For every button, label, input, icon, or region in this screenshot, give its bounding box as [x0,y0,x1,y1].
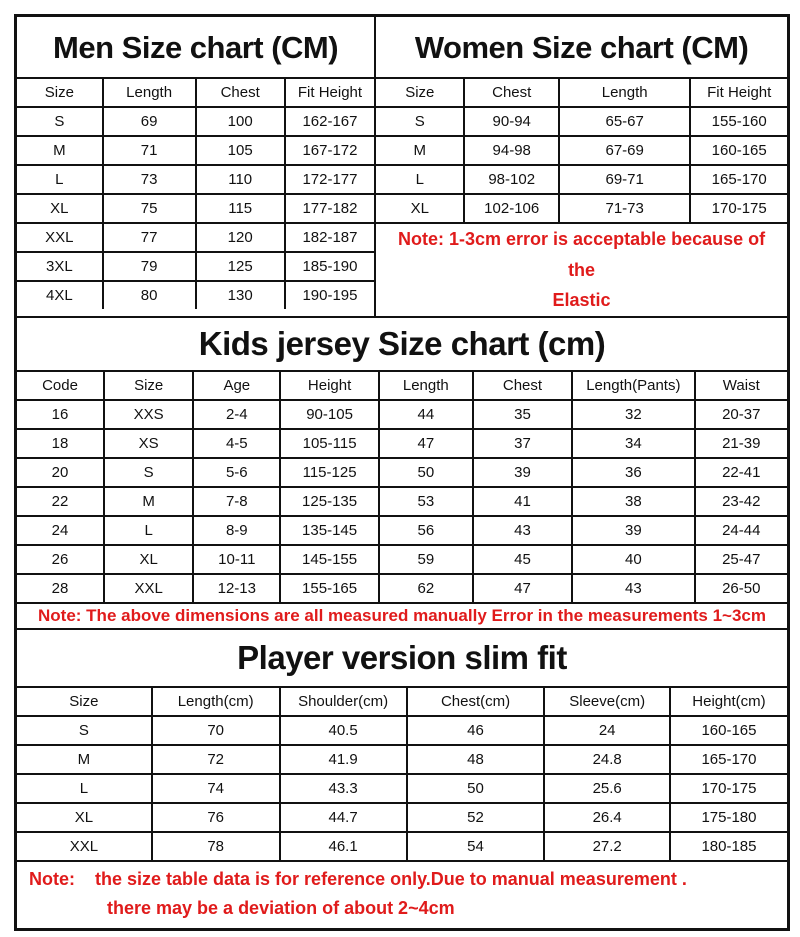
column-header: Code [17,372,104,400]
column-header: Waist [695,372,787,400]
column-header: Chest(cm) [407,688,545,716]
table-cell: 125 [196,252,285,281]
table-cell: 22 [17,487,104,516]
table-cell: S [376,107,464,136]
table-cell: 36 [572,458,694,487]
kids-size-table [17,372,787,602]
table-row [376,107,787,136]
column-header: Height [280,372,379,400]
table-cell: 18 [17,429,104,458]
table-cell: 69 [103,107,196,136]
table-cell: 12-13 [193,574,280,602]
table-cell: 24-44 [695,516,787,545]
table-cell: 47 [473,574,572,602]
table-cell: 105-115 [280,429,379,458]
table-cell: 50 [379,458,473,487]
table-cell: 25-47 [695,545,787,574]
table-cell: 177-182 [285,194,374,223]
table-cell: 39 [473,458,572,487]
table-cell: 135-145 [280,516,379,545]
table-cell: 24.8 [544,745,670,774]
table-cell: 120 [196,223,285,252]
table-cell: 155-160 [690,107,787,136]
table-cell: M [376,136,464,165]
women-chart-title: Women Size chart (CM) [376,17,787,79]
table-cell: M [104,487,193,516]
table-cell: 40.5 [280,716,407,745]
table-cell: 22-41 [695,458,787,487]
table-cell: L [17,774,152,803]
column-header: Chest [473,372,572,400]
player-table-body [17,716,787,860]
table-cell: 155-165 [280,574,379,602]
table-cell: 20-37 [695,400,787,429]
table-cell: 40 [572,545,694,574]
table-cell: XXL [17,223,103,252]
column-header: Size [104,372,193,400]
table-cell: 190-195 [285,281,374,309]
table-cell: 71-73 [559,194,690,222]
table-cell: 43.3 [280,774,407,803]
table-cell: 4-5 [193,429,280,458]
table-cell: 76 [152,803,280,832]
table-cell: 110 [196,165,285,194]
table-cell: 74 [152,774,280,803]
table-cell: S [17,716,152,745]
women-table-body [376,107,787,222]
men-size-table [17,79,374,309]
table-row [17,516,787,545]
table-cell: 38 [572,487,694,516]
table-cell: 5-6 [193,458,280,487]
table-cell: 39 [572,516,694,545]
table-cell: 80 [103,281,196,309]
table-row [17,745,787,774]
table-cell: 2-4 [193,400,280,429]
table-cell: 24 [544,716,670,745]
table-cell: 70 [152,716,280,745]
table-cell: 185-190 [285,252,374,281]
column-header: Height(cm) [670,688,787,716]
table-cell: 21-39 [695,429,787,458]
table-cell: 162-167 [285,107,374,136]
kids-chart-title: Kids jersey Size chart (cm) [17,318,787,372]
table-cell: 125-135 [280,487,379,516]
player-note-line-1: Note: the size table data is for reference only.Due to manual measurement . [29,868,687,889]
player-chart-title: Player version slim fit [17,630,787,688]
table-cell: 43 [572,574,694,602]
table-cell: 26 [17,545,104,574]
column-header: Length [103,79,196,107]
player-chart-note [17,860,787,928]
table-cell: 160-165 [690,136,787,165]
table-cell: 165-170 [690,165,787,194]
table-row [17,165,374,194]
table-cell: 182-187 [285,223,374,252]
table-cell: 7-8 [193,487,280,516]
table-cell: S [104,458,193,487]
column-header: Fit Height [285,79,374,107]
column-header: Length(cm) [152,688,280,716]
table-cell: 69-71 [559,165,690,194]
table-cell: 167-172 [285,136,374,165]
column-header: Size [376,79,464,107]
table-cell: 98-102 [464,165,559,194]
table-row [17,136,374,165]
column-header: Size [17,688,152,716]
column-header: Sleeve(cm) [544,688,670,716]
table-cell: 72 [152,745,280,774]
table-cell: 25.6 [544,774,670,803]
column-header: Shoulder(cm) [280,688,407,716]
table-cell: 175-180 [670,803,787,832]
table-cell: 16 [17,400,104,429]
size-chart-sheet [14,14,790,931]
table-cell: L [376,165,464,194]
men-header-row [17,79,374,107]
table-cell: 46 [407,716,545,745]
table-cell: 4XL [17,281,103,309]
table-cell: XXL [17,832,152,860]
table-cell: 62 [379,574,473,602]
table-row [17,194,374,223]
table-cell: 32 [572,400,694,429]
table-row [17,458,787,487]
table-cell: XS [104,429,193,458]
adult-size-charts-section [17,17,787,318]
table-cell: 105 [196,136,285,165]
table-row [17,832,787,860]
table-row [17,281,374,309]
table-cell: 90-94 [464,107,559,136]
table-cell: XXS [104,400,193,429]
table-cell: 172-177 [285,165,374,194]
table-cell: 102-106 [464,194,559,222]
table-cell: 52 [407,803,545,832]
table-cell: 48 [407,745,545,774]
table-row [17,429,787,458]
table-cell: 45 [473,545,572,574]
table-cell: 100 [196,107,285,136]
men-table-body [17,107,374,309]
column-header: Size [17,79,103,107]
table-cell: 37 [473,429,572,458]
table-cell: 3XL [17,252,103,281]
table-cell: 41 [473,487,572,516]
table-cell: 34 [572,429,694,458]
table-cell: 23-42 [695,487,787,516]
table-row [17,107,374,136]
table-cell: 180-185 [670,832,787,860]
table-cell: XL [376,194,464,222]
table-cell: 27.2 [544,832,670,860]
table-cell: 65-67 [559,107,690,136]
table-cell: 145-155 [280,545,379,574]
table-cell: 170-175 [690,194,787,222]
column-header: Chest [196,79,285,107]
column-header: Chest [464,79,559,107]
table-row [17,803,787,832]
player-size-table [17,688,787,860]
table-cell: 26-50 [695,574,787,602]
table-cell: 78 [152,832,280,860]
table-cell: L [104,516,193,545]
table-cell: 46.1 [280,832,407,860]
table-cell: 90-105 [280,400,379,429]
table-cell: XXL [104,574,193,602]
table-cell: 24 [17,516,104,545]
table-cell: 8-9 [193,516,280,545]
table-cell: 41.9 [280,745,407,774]
table-cell: 75 [103,194,196,223]
table-cell: 94-98 [464,136,559,165]
table-row [17,545,787,574]
table-cell: S [17,107,103,136]
table-cell: M [17,136,103,165]
table-row [376,136,787,165]
kids-chart-note: Note: The above dimensions are all measured manually Error in the measurements 1~3cm [17,602,787,630]
men-size-chart [17,17,376,316]
women-note-line-1: Note: 1-3cm error is acceptable because of the [397,229,766,280]
women-header-row [376,79,787,107]
table-cell: XL [17,194,103,223]
table-row [17,400,787,429]
table-cell: 44 [379,400,473,429]
table-cell: 28 [17,574,104,602]
table-row [17,252,374,281]
column-header: Length [379,372,473,400]
women-note-line-2: Elastic [552,290,611,311]
table-cell: XL [104,545,193,574]
table-cell: 115-125 [280,458,379,487]
table-cell: 53 [379,487,473,516]
table-row [376,165,787,194]
men-chart-title: Men Size chart (CM) [17,17,374,79]
women-chart-note [376,222,787,316]
table-cell: 56 [379,516,473,545]
kids-header-row [17,372,787,400]
table-cell: 10-11 [193,545,280,574]
table-cell: 20 [17,458,104,487]
table-cell: 59 [379,545,473,574]
table-row [17,774,787,803]
column-header: Age [193,372,280,400]
player-note-line-2: there may be a deviation of about 2~4cm [107,897,455,918]
table-row [17,487,787,516]
table-cell: 67-69 [559,136,690,165]
column-header: Length(Pants) [572,372,694,400]
table-cell: 43 [473,516,572,545]
table-cell: 35 [473,400,572,429]
table-cell: 115 [196,194,285,223]
table-cell: 165-170 [670,745,787,774]
table-cell: 50 [407,774,545,803]
table-row [17,574,787,602]
table-row [17,716,787,745]
column-header: Length [559,79,690,107]
table-cell: L [17,165,103,194]
women-size-table [376,79,787,222]
table-cell: 26.4 [544,803,670,832]
women-size-chart [376,17,787,316]
table-cell: 54 [407,832,545,860]
table-cell: 47 [379,429,473,458]
table-cell: 170-175 [670,774,787,803]
table-row [17,223,374,252]
table-cell: M [17,745,152,774]
table-cell: 71 [103,136,196,165]
column-header: Fit Height [690,79,787,107]
table-cell: 160-165 [670,716,787,745]
table-cell: 79 [103,252,196,281]
table-cell: XL [17,803,152,832]
table-cell: 77 [103,223,196,252]
table-cell: 73 [103,165,196,194]
table-row [376,194,787,222]
kids-table-body [17,400,787,602]
player-header-row [17,688,787,716]
table-cell: 44.7 [280,803,407,832]
table-cell: 130 [196,281,285,309]
